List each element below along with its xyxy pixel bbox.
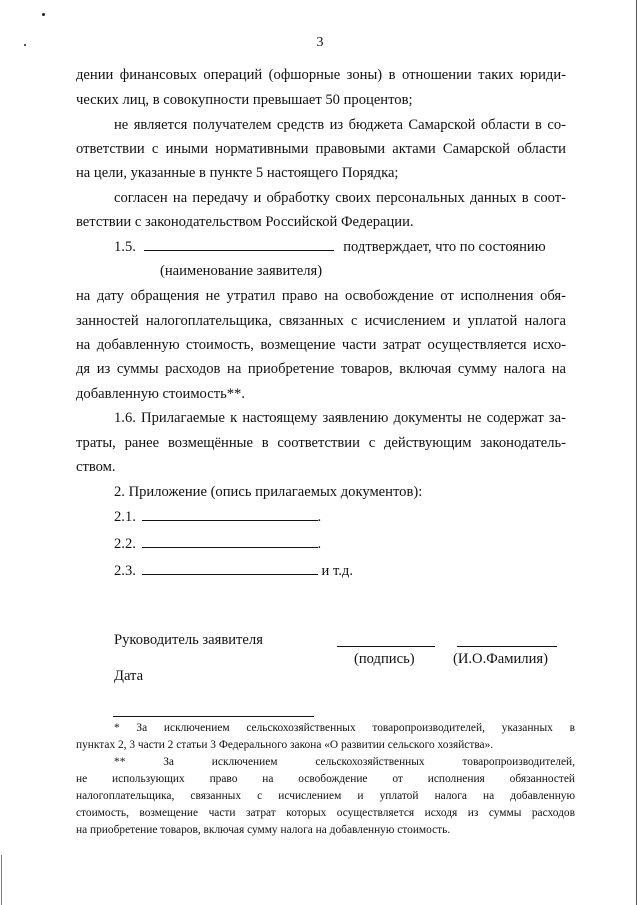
footnote-line: на приобретение товаров, включая сумму налога на добавленную стоимость.	[76, 824, 451, 836]
text-line: на добавленную стоимость, возмещение части затрат осуществляется исхо-	[76, 337, 566, 353]
text-line: не является получателем средств из бюджета Самарской области в со-	[114, 117, 566, 133]
attachment-blank	[142, 508, 318, 521]
applicant-name-blank	[144, 238, 334, 251]
text-line: добавленную стоимость**.	[76, 386, 245, 402]
text-line: траты, ранее возмещённые в соответствии с действующим законодатель-	[76, 435, 566, 451]
text-line: на цели, указанные в пункте 5 настоящего Порядка;	[76, 165, 399, 181]
paragraph-text: подтверждает, что по состоянию	[343, 239, 546, 255]
full-name-caption: (И.О.Фамилия)	[453, 651, 548, 667]
attachment-end: .	[317, 509, 322, 525]
signature-line	[337, 646, 435, 647]
footnote-line: * За исключением сельскохозяйственных товаропроизводителей, указанных в	[114, 722, 575, 734]
text-line: занностей налогоплательщика, связанных с исчислением и уплатой налога	[76, 313, 566, 329]
paragraph-1-5-line	[114, 238, 546, 256]
text-line: дении финансовых операций (офшорные зоны) в отношении таких юриди-	[76, 67, 566, 83]
text-line: ветствии с законодательством Российской Федерации.	[76, 214, 414, 230]
text-line: на дату обращения не утратил право на освобождение от исполнения обя-	[76, 288, 566, 304]
date-label: Дата	[114, 668, 144, 684]
text-line: 1.6. Прилагаемые к настоящему заявлению документы не содержат за-	[114, 410, 566, 426]
attachments-heading: 2. Приложение (опись прилагаемых документов):	[114, 484, 423, 500]
footnote-line: налогоплательщика, связанных с исчислением и уплатой налога на добавленную	[76, 790, 575, 802]
attachment-item	[114, 562, 353, 580]
footnote-line: не использующих право на освобождение от исполнения обязанностей	[76, 773, 575, 785]
text-line: дя из суммы расходов на приобретение товаров, включая сумму налога на	[76, 361, 566, 377]
footnote-separator	[113, 716, 314, 717]
paragraph-number: 1.5.	[114, 239, 136, 255]
applicant-name-caption: (наименование заявителя)	[160, 263, 323, 279]
signature-caption: (подпись)	[354, 651, 415, 667]
attachment-blank	[142, 562, 318, 575]
attachment-end: и т.д.	[321, 563, 354, 579]
head-of-applicant-label: Руководитель заявителя	[114, 632, 263, 648]
full-name-line	[457, 646, 557, 647]
text-line: согласен на передачу и обработку своих персональных данных в соот-	[114, 190, 566, 206]
attachment-item	[114, 535, 321, 553]
attachment-number: 2.1.	[114, 509, 136, 525]
attachment-item	[114, 508, 321, 526]
text-line: ческих лиц, в совокупности превышает 50 процентов;	[76, 92, 413, 108]
footnote-line: ** За исключением сельскохозяйственных товаропроизводителей,	[114, 756, 575, 768]
scan-speck	[42, 13, 45, 16]
page-number: 3	[316, 35, 324, 50]
attachment-blank	[142, 535, 318, 548]
scan-edge-line	[636, 0, 637, 905]
attachment-number: 2.3.	[114, 563, 136, 579]
attachment-end: .	[317, 536, 322, 552]
footnote-line: пунктах 2, 3 части 2 статьи 3 Федерального закона «О развитии сельского хозяйства».	[76, 739, 494, 751]
scan-edge-line	[1, 855, 2, 905]
text-line: ством.	[76, 459, 116, 475]
footnote-line: стоимость, возмещение части затрат которых осуществляется исходя из суммы расходов	[76, 807, 575, 819]
text-line: ответствии с иными нормативными правовыми актами Самарской области	[76, 141, 566, 157]
attachment-number: 2.2.	[114, 536, 136, 552]
